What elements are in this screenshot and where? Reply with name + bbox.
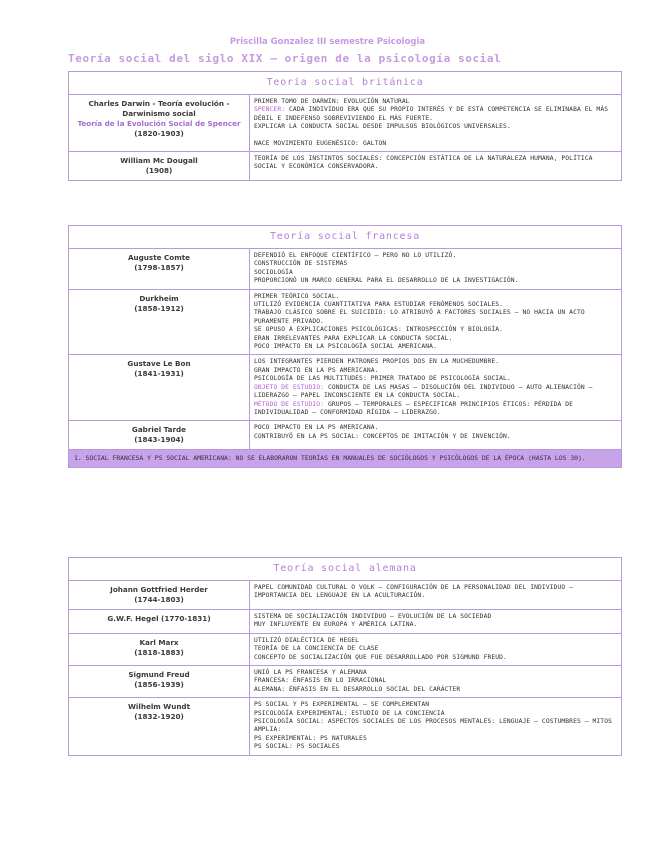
- notes-cell: [250, 610, 621, 633]
- author-cell: [69, 581, 250, 609]
- notes-cell: [250, 666, 621, 697]
- author-cell: [69, 290, 250, 355]
- note-line: PRIMER TOMO DE DARWIN: EVOLUCIÓN NATURAL: [254, 98, 410, 105]
- note-text: GRUPOS – TEMPORALES – ESPECIFICAR PRINCIPIOS ÉTICOS: PÉRDIDA DE INDIVIDUALIDAD – CONFORMIDAD RÍGIDA – LIDERAZGO.: [254, 400, 574, 416]
- note-line: ALEMANA: ÉNFASIS EN EL DESARROLLO SOCIAL DEL CARÁCTER: [254, 685, 461, 693]
- notes-cell: [250, 152, 621, 180]
- note-text: CONDUCTA DE LAS MASAS – DISOLUCIÓN DEL INDIVIDUO – AUTO ALIENACIÓN – LIDERAZGO – PAPEL INCONSCIENTE EN LA CONDUCTA SOCIAL.: [254, 383, 593, 400]
- table-row: [69, 698, 621, 754]
- author-years: (1858-1912): [134, 303, 184, 313]
- author-theory: Teoría de la Evolución Social de Spencer: [77, 119, 241, 128]
- author-name: William Mc Dougall: [120, 156, 198, 166]
- note-line: SE OPUSO A EXPLICACIONES PSICOLÓGICAS: INTROSPECCIÓN Y BIOLOGÍA.: [254, 326, 504, 334]
- table-row: [69, 421, 621, 450]
- notes-cell: [250, 290, 621, 355]
- note-line: POCO IMPACTO EN LA PSICOLOGÍA SOCIAL AMERICANA.: [254, 343, 437, 351]
- author-line: Priscilla Gonzalez III semestre Psicologia: [229, 37, 426, 47]
- page-title: Teoría social del siglo XIX – origen de la psicología social: [68, 52, 502, 65]
- note-text: CADA INDIVIDUO ERA QUE SU PROPIO INTERÉS Y DE ESTA COMPETENCIA SE ELIMINABA EL MÁS DÉBIL E INDEFENSO SOBREVIVIENDO EL MÁS FUERTE.: [254, 106, 609, 122]
- table-row: [69, 152, 621, 180]
- note-line: AMPLIA:: [254, 726, 282, 734]
- note-line: PSICOLOGÍA DE LAS MULTITUDES: PRIMER TRATADO DE PSICOLOGÍA SOCIAL.: [254, 375, 511, 383]
- author-name: Wilhelm Wundt: [127, 702, 191, 712]
- highlight-label: OBJETO DE ESTUDIO:: [254, 383, 325, 391]
- note-line: UNIÓ LA PS FRANCESA Y ALEMANA: [254, 669, 367, 677]
- note-line: SOCIOLOGÍA: [254, 268, 293, 276]
- notes-cell: [250, 421, 621, 449]
- author-years: (1820-1903): [134, 129, 184, 138]
- author-years: (1798-1857): [134, 263, 184, 272]
- note-line: PAPEL COMUNIDAD CULTURAL O VOLK – CONFIGURACIÓN DE LA PERSONALIDAD DEL INDIVIDUO – IMPORTANCIA DEL LENGUAJE EN LA ACULTURACIÓN.: [254, 584, 574, 600]
- table-row: [69, 249, 621, 290]
- note-line: UTILIZÓ EVIDENCIA CUANTITATIVA PARA ESTUDIAR FENÓMENOS SOCIALES.: [254, 301, 504, 309]
- note-line: PROPORCIONÓ UN MARCO GENERAL PARA EL DESARROLLO DE LA INVESTIGACIÓN.: [254, 277, 519, 285]
- note-line: PRIMER TEÓRICO SOCIAL.: [254, 292, 340, 300]
- author-years: (1832-1920): [134, 712, 184, 722]
- author-years: (1818-1883): [134, 647, 184, 657]
- notes-cell: [250, 95, 621, 151]
- note-line: PS SOCIAL: PS SOCIALES: [254, 743, 340, 751]
- author-cell: [69, 249, 250, 289]
- note-line: PSICOLOGÍA EXPERIMENTAL: ESTUDIO DE LA CONCIENCIA: [254, 709, 445, 717]
- author-years: (1841-1931): [134, 369, 184, 379]
- author-cell: [69, 610, 250, 633]
- german-theory-table: [68, 557, 622, 756]
- author-cell: [69, 634, 250, 665]
- author-years: (1908): [145, 166, 173, 176]
- author-name: Charles Darwin - Teoría evolución - Darwinismo social: [88, 99, 230, 118]
- author-name: Sigmund Freud: [128, 670, 190, 680]
- notes-cell: [250, 355, 621, 420]
- note-line: TEORÍA DE LOS INSTINTOS SOCIALES: CONCEPCIÓN ESTÁTICA DE LA NATURALEZA HUMANA, POLÍTICA SOCIAL Y ECONÓMICA CONSERVADORA.: [254, 155, 593, 171]
- note-line: NACE MOVIMIENTO EUGENÉSICO: GALTON: [254, 139, 387, 147]
- note-line: CONTRIBUYÓ EN LA PS SOCIAL: CONCEPTOS DE IMITACIÓN Y DE INVENCIÓN.: [254, 432, 511, 440]
- note-line: GRAN IMPACTO EN LA PS AMERICANA.: [254, 366, 379, 374]
- note-line: [254, 384, 617, 401]
- note-line: TRABAJO CLÁSICO SOBRE EL SUICIDIO: LO ATRIBUYÓ A FACTORES SOCIALES – NO HACIA UN ACTO PURAMENTE PRIVADO.: [254, 309, 585, 325]
- notes-cell: [250, 698, 621, 754]
- table-row: [69, 355, 621, 421]
- author-name: Durkheim: [139, 293, 179, 303]
- author-cell: [69, 698, 250, 754]
- author-name: Karl Marx: [139, 637, 179, 647]
- table-row: [69, 290, 621, 356]
- french-heading: Teoría social francesa: [69, 226, 621, 249]
- author-name: Gabriel Tarde: [131, 425, 187, 435]
- table-row: [69, 634, 621, 666]
- table-row: [69, 95, 621, 152]
- table-row: [69, 610, 621, 634]
- author-years: (1856-1939): [134, 680, 184, 690]
- note-line: PS EXPERIMENTAL: PS NATURALES: [254, 734, 367, 742]
- spacer: [254, 132, 617, 140]
- author-years: (1744-1803): [134, 595, 184, 604]
- german-heading: Teoría social alemana: [69, 558, 621, 581]
- note-line: PSICOLOGÍA SOCIAL: ASPECTOS SOCIALES DE LOS PROCESOS MENTALES: LENGUAJE – COSTUMBRES – MITOS: [254, 718, 612, 726]
- note-line: MUY INFLUYENTE EN EUROPA Y AMÉRICA LATINA.: [254, 621, 418, 629]
- british-heading: Teoría social británica: [69, 72, 621, 95]
- french-theory-table: [68, 225, 622, 468]
- note-line: TEORÍA DE LA CONCIENCIA DE CLASE: [254, 645, 379, 653]
- notes-cell: [250, 249, 621, 289]
- note-line: PS SOCIAL Y PS EXPERIMENTAL – SE COMPLEMENTAN: [254, 701, 430, 709]
- notes-cell: [250, 634, 621, 665]
- note-line: [254, 401, 617, 418]
- note-line: SISTEMA DE SOCIALIZACIÓN INDIVIDUO – EVOLUCIÓN DE LA SOCIEDAD: [254, 613, 492, 620]
- note-line: DEFENDIÓ EL ENFOQUE CIENTÍFICO – PERO NO LO UTILIZÓ.: [254, 252, 457, 259]
- footnote-row: 1. SOCIAL FRANCESA Y PS SOCIAL AMERICANA: NO SE ELABORARON TEORÍAS EN MANUALES DE SOCIÓLOGOS Y PSICÓLOGOS DE LA ÉPOCA (HASTA LOS 30).: [69, 450, 621, 467]
- author-name: Gustave Le Bon: [127, 359, 191, 369]
- note-line: ERAN IRRELEVANTES PARA EXPLICAR LA CONDUCTA SOCIAL.: [254, 334, 453, 342]
- note-line: CONCEPTO DE SOCIALIZACIÓN QUE FUE DESARROLLADO POR SIGMUND FREUD.: [254, 653, 507, 661]
- highlight-label: SPENCER:: [254, 106, 286, 114]
- british-theory-table: [68, 71, 622, 181]
- note-line: [254, 106, 617, 123]
- highlight-label: MÉTODO DE ESTUDIO:: [254, 400, 325, 408]
- table-row: [69, 581, 621, 610]
- author-cell: [69, 95, 250, 151]
- note-line: FRANCESA: ÉNFASIS EN LO IRRACIONAL: [254, 677, 387, 685]
- author-name: Johann Gottfried Herder: [110, 585, 208, 594]
- note-line: EXPLICAR LA CONDUCTA SOCIAL DESDE IMPULSOS BIOLÓGICOS UNIVERSALES.: [254, 123, 511, 131]
- note-line: CONSTRUCCIÓN DE SISTEMAS: [254, 260, 348, 268]
- author-cell: [69, 421, 250, 449]
- author-cell: [69, 355, 250, 420]
- table-row: [69, 666, 621, 698]
- author-cell: [69, 666, 250, 697]
- notes-cell: [250, 581, 621, 609]
- note-line: POCO IMPACTO EN LA PS AMERICANA.: [254, 424, 379, 432]
- note-line: LOS INTEGRANTES PIERDEN PATRONES PROPIOS DOS EN LA MUCHEDUMBRE.: [254, 358, 500, 366]
- author-cell: [69, 152, 250, 180]
- author-name: Auguste Comte: [127, 253, 191, 262]
- author-years: (1843-1904): [134, 435, 184, 445]
- note-line: UTILIZÓ DIALÉCTICA DE HEGEL: [254, 636, 360, 644]
- author-name: G.W.F. Hegel (1770-1831): [107, 614, 211, 623]
